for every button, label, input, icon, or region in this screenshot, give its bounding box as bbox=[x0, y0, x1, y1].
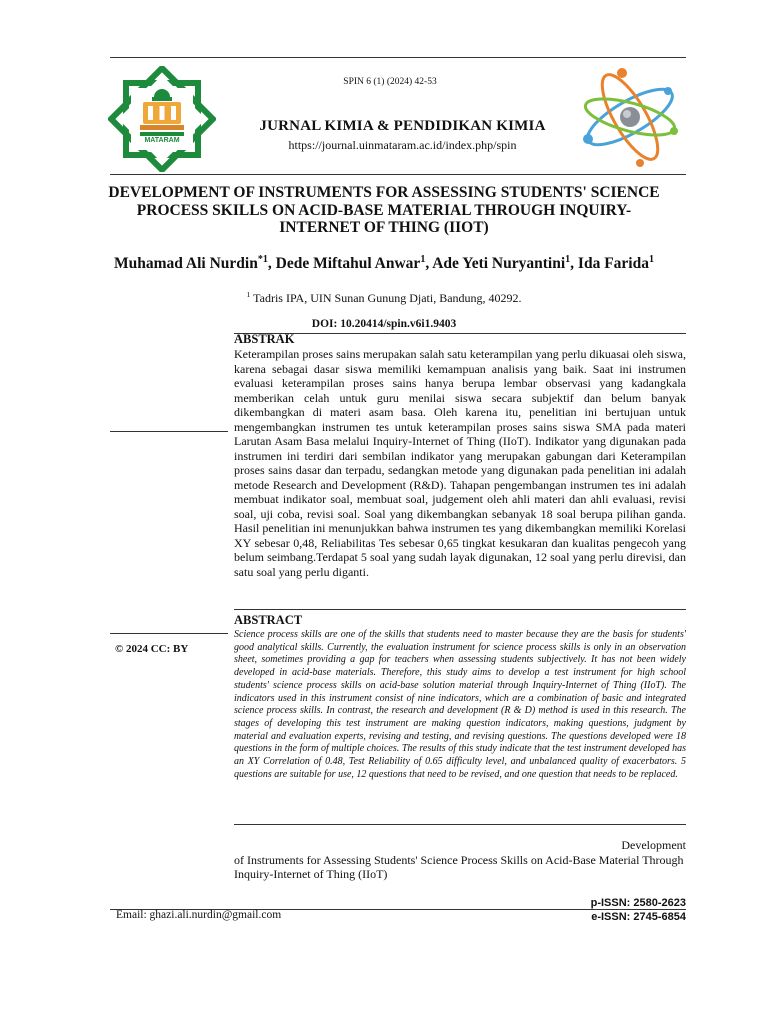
abstrak-top-rule bbox=[234, 333, 686, 334]
author-name: , Ade Yeti Nuryantini bbox=[425, 255, 566, 272]
journal-title: JURNAL KIMIA & PENDIDIKAN KIMIA bbox=[259, 118, 546, 134]
running-title bbox=[234, 838, 686, 882]
author-email[interactable]: Email: ghazi.ali.nurdin@gmail.com bbox=[116, 909, 282, 921]
e-issn: e-ISSN: 2745-6854 bbox=[591, 911, 686, 923]
p-issn: p-ISSN: 2580-2623 bbox=[590, 897, 686, 909]
abstrak-body: Keterampilan proses sains merupakan salah satu keterampilan yang perlu dikuasai oleh siswa, karena sebagai dasar siswa memiliki kemampuan analisis yang baik. Saat ini instrumen evaluasi keterampilan proses sains hanya berupa lembar observasi yang kadangkala memberikan celah untuk guru menilai siswa secara subjektif dan belum banyak dikembangkan di materi asam basa. Oleh karena itu, penelitian ini bertujuan untuk mengembangkan instrumen tes untuk keterampilan proses sains siswa SMA pada materi Larutan Asam Basa melalui Inquiry-Internet of Thing (IIoT). Indikator yang digunakan pada instrumen ini terdiri dari sembilan indikator yang merupakan gabungan dari Keterampilan proses sains dasar dan terpadu, sedangkan metode yang digunakan pada penelitian ini adalah metode Research and Development (R&D). Tahapan pengembangan instrumen tes ini adalah membuat indikator soal, membuat soal, judgement oleh ahli materi dan ahli evaluasi, revisi soal, uji coba, revisi soal. Soal yang dikembangkan sebanyak 18 soal berupa pilihan ganda. Hasil penelitian ini menunjukkan bahwa instrumen tes yang dikembangkan memiliki Korelasi XY sebesar 0,48, Reliabilitas Tes sebesar 0,65 tingkat kesukaran dan kualitas pengecoh yang belum seimbang.Terdapat 5 soal yang sudah layak digunakan, 12 soal yang perlu direvisi, dan satu soal yang perlu diganti. bbox=[234, 347, 686, 579]
abstract-body: Science process skills are one of the skills that students need to master because they are the basis for students' good analytical skills. Currently, the evaluation instrument for science process skills is only in an observation sheet, sometimes providing a gap for teachers when assessing students subjectively. It has not been widely developed in acid-base materials. Therefore, this study aims to develop a test instrument for high school students' science process skills on acid-base solution material through Inquiry-Internet of Thing (IIoT). The indicators used in this instrument consist of nine indicators, which are a combination of basic and integrated science process skills. In contrast, the research and development (R & D) method is used in this research. The stages of developing this test instrument are making question indicators, making questions, judgment by material and evaluation experts, revising and testing, and revising questions. The questions developed were 18 questions in the form of multiple choices. The results of this study indicate that the test instrument developed has an XY Correlation of 0.48, Test Reliability of 0.65 difficulty level, and unbalanced quality of exacerbators. 5 questions are suitable for use, 12 questions that need to be revised, and one question that needs to be replaced. bbox=[234, 629, 686, 780]
license-label: © 2024 CC: BY bbox=[115, 643, 189, 655]
author-name: , Ida Farida bbox=[570, 255, 649, 272]
author-affiliation-mark: 1 bbox=[420, 253, 426, 265]
doi[interactable]: DOI: 10.20414/spin.v6i1.9403 bbox=[311, 318, 457, 330]
abstract-top-rule bbox=[234, 609, 686, 610]
author-affiliation-mark: *1 bbox=[257, 253, 268, 265]
journal-citation: SPIN 6 (1) (2024) 42-53 bbox=[343, 77, 437, 87]
author-name: Muhamad Ali Nurdin bbox=[113, 255, 258, 272]
affiliation-mark: 1 bbox=[246, 290, 251, 299]
header-bottom-rule bbox=[110, 174, 686, 175]
affiliation-text: Tadris IPA, UIN Sunan Gunung Djati, Bandung, 40292. bbox=[250, 291, 522, 305]
abstrak-heading: ABSTRAK bbox=[234, 332, 295, 346]
abstract-heading: ABSTRACT bbox=[234, 613, 303, 627]
paper-title: DEVELOPMENT OF INSTRUMENTS FOR ASSESSING STUDENTS' SCIENCE PROCESS SKILLS ON ACID-BASE MATERIAL THROUGH INQUIRY-INTERNET OF THING (IIOT) bbox=[108, 184, 660, 236]
license-rule bbox=[110, 633, 228, 634]
header-top-rule bbox=[110, 57, 686, 58]
abstract-bottom-rule bbox=[234, 824, 686, 825]
journal-url-link[interactable]: https://journal.uinmataram.ac.id/index.php/spin bbox=[288, 138, 517, 152]
author-affiliation-mark: 1 bbox=[565, 253, 571, 265]
atom-logo-icon bbox=[575, 62, 685, 172]
author-name: , Dede Miftahul Anwar bbox=[267, 255, 421, 272]
left-column-rule bbox=[110, 431, 228, 432]
university-star-logo-icon bbox=[108, 66, 216, 172]
author-list bbox=[105, 255, 663, 273]
author-affiliation-mark: 1 bbox=[648, 253, 655, 265]
running-title-text: of Instruments for Assessing Students' Science Process Skills on Acid-Base Material Through Inquiry-Internet of Thing (IIoT) bbox=[234, 852, 684, 881]
running-title-line: Development bbox=[621, 838, 686, 852]
affiliation bbox=[105, 291, 663, 306]
logo-text: MATARAM bbox=[144, 137, 180, 144]
